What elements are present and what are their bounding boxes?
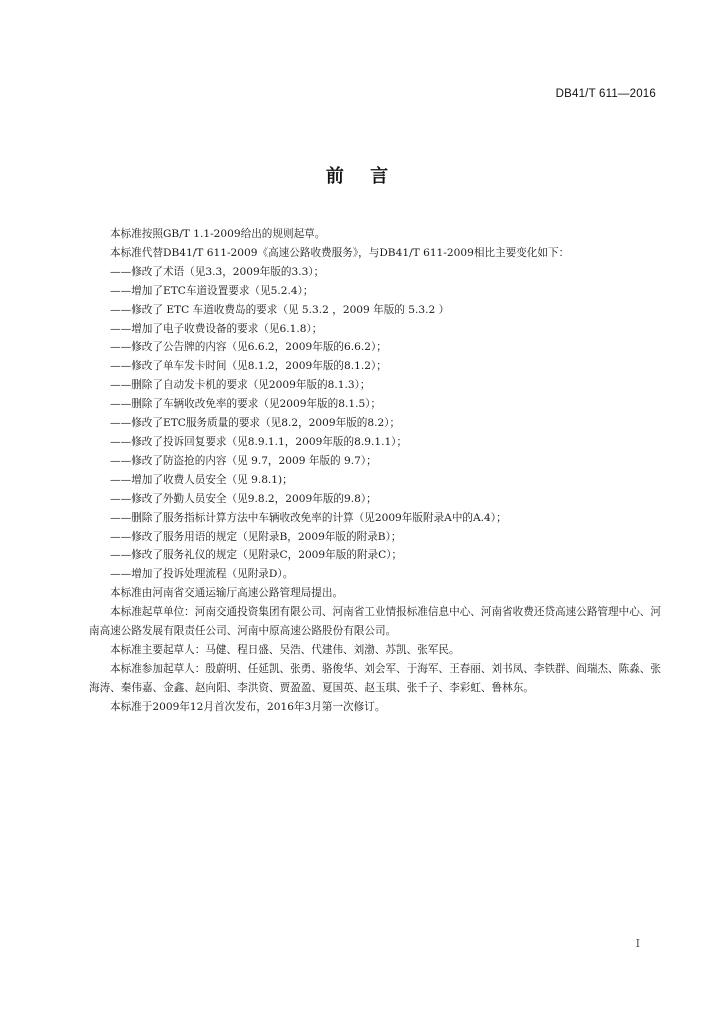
change-item: ——增加了ETC车道设置要求（见5.2.4）； — [110, 284, 314, 297]
change-item: ——修改了防盗抢的内容（见 9.7，2009 年版的 9.7）； — [110, 454, 377, 467]
change-item: ——修改了投诉回复要求（见8.9.1.1，2009年版的8.9.1.1）； — [110, 435, 408, 448]
change-item: ——修改了单车发卡时间（见8.1.2，2009年版的8.1.2）； — [110, 360, 387, 373]
foreword-body — [89, 225, 661, 717]
paragraph-replaces: 本标准代替DB41/T 611-2009《高速公路收费服务》，与DB41/T 611-2009相比主要变化如下： — [110, 246, 570, 259]
paragraph-drafting-units: 本标准起草单位：河南交通投资集团有限公司、河南省工业情报标准信息中心、河南省收费还贷高速公路管理中心、河南高速公路发展有限责任公司、河南中原高速公路股份有限公司。 — [89, 606, 661, 638]
paragraph-participating-drafters: 本标准参加起草人：殷蔚明、任延凯、张勇、骆俊华、刘会军、于海军、王春丽、刘书凤、李铁群、阎瑞杰、陈淼、张海涛、秦伟嘉、金鑫、赵向阳、李洪资、贾盈盈、夏国英、赵玉琪、张千子、李彩虹、鲁林东。 — [89, 662, 661, 694]
change-item: ——增加了收费人员安全（见 9.8.1)； — [110, 473, 293, 486]
change-item: ——修改了服务礼仪的规定（见附录C，2009年版的附录C）； — [110, 549, 403, 562]
change-item: ——修改了ETC服务质量的要求（见8.2，2009年版的8.2）； — [110, 417, 401, 430]
page-title: 前 言 — [325, 166, 399, 187]
change-item: ——修改了公告牌的内容（见6.6.2，2009年版的6.6.2）； — [110, 341, 387, 354]
change-item: ——修改了 ETC 车道收费岛的要求（见 5.3.2 ，2009 年版的 5.3.2 ） — [110, 303, 450, 316]
paragraph-drafting-rules: 本标准按照GB/T 1.1-2009给出的规则起草。 — [110, 228, 326, 240]
change-item: ——修改了术语（见3.3，2009年版的3.3）； — [110, 265, 325, 278]
change-item: ——修改了服务用语的规定（见附录B，2009年版的附录B）； — [110, 530, 402, 543]
change-item: ——修改了外勤人员安全（见9.8.2，2009年版的9.8）； — [110, 492, 377, 505]
change-item: ——删除了车辆收改免率的要求（见2009年版的8.1.5）； — [110, 398, 382, 411]
change-item: ——删除了自动发卡机的要求（见2009年版的8.1.3）； — [110, 379, 371, 392]
change-item: ——删除了服务指标计算方法中车辆收改免率的计算（见2009年版附录A中的A.4）； — [110, 511, 507, 524]
paragraph-proposer: 本标准由河南省交通运输厅高速公路管理局提出。 — [110, 587, 344, 600]
paragraph-main-drafters: 本标准主要起草人：马健、程日盛、吴浩、代建伟、刘渤、苏凯、张军民。 — [110, 643, 460, 656]
page-number: I — [635, 937, 640, 950]
change-item: ——增加了电子收费设备的要求（见6.1.8）； — [110, 322, 323, 335]
standard-code: DB41/T 611—2016 — [555, 88, 656, 100]
change-item: ——增加了投诉处理流程（见附录D）。 — [110, 568, 294, 581]
paragraph-publication-history: 本标准于2009年12月首次发布，2016年3月第一次修订。 — [110, 700, 386, 713]
